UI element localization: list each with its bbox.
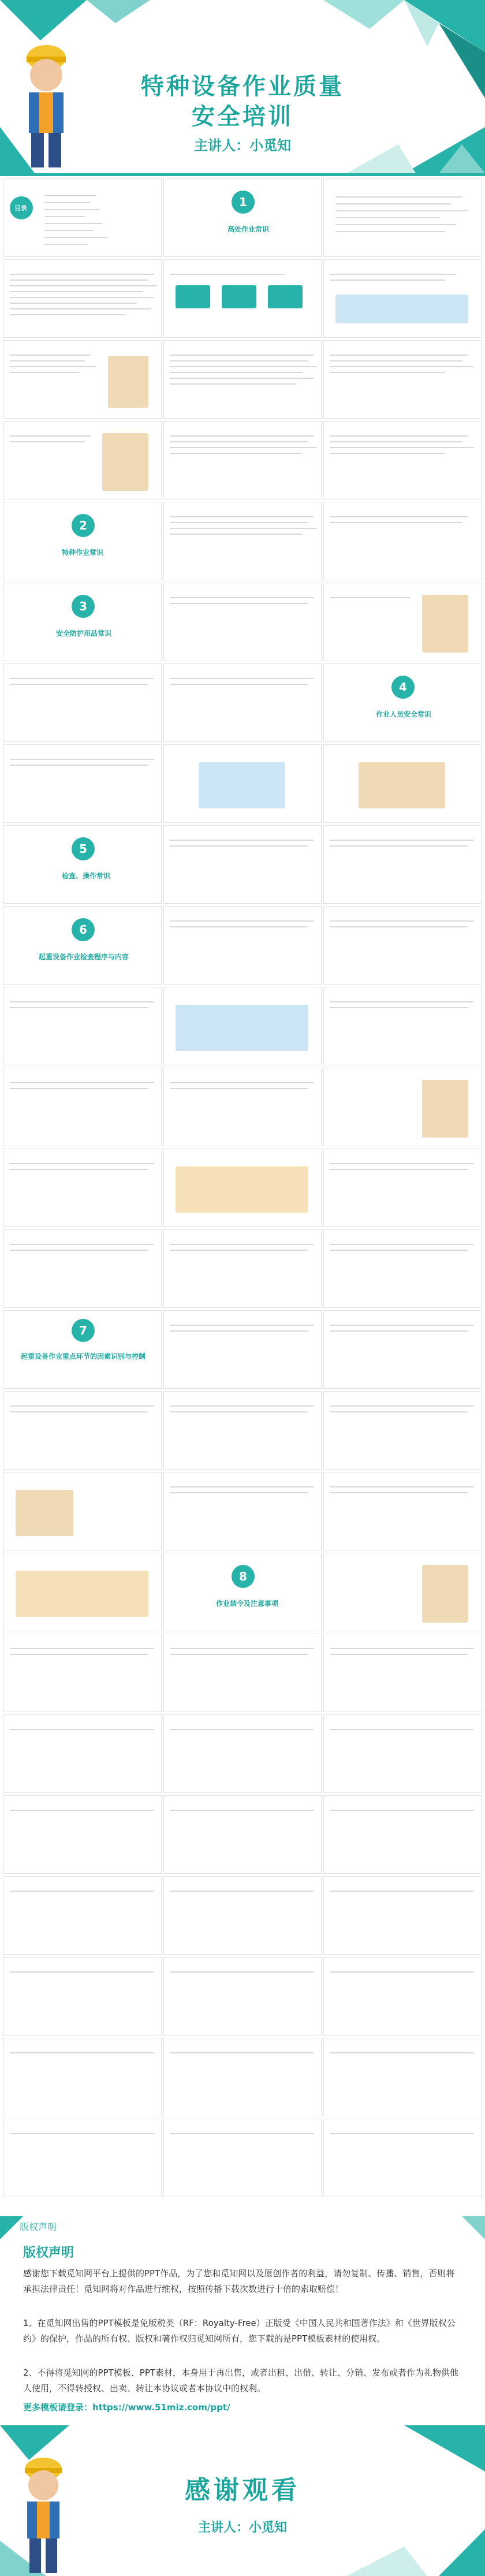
slide-thumbnail[interactable] <box>3 259 162 338</box>
slide-thumbnail[interactable] <box>3 1714 162 1793</box>
slide-thumbnail[interactable] <box>163 1472 322 1550</box>
thanks-slide <box>0 2425 485 2576</box>
copyright-paragraph-2: 1、在觅知网出售的PPT模板是免版税类（RF：Royalty-Free）正版受《中国人民共和国著作法》和《世界版权公约》的保护，作品的所有权、版权和著作权归觅知网所有，您下载的是PPT模板素材的使用权。 <box>23 2318 456 2344</box>
slide-thumbnail[interactable] <box>163 825 322 904</box>
slide-thumbnail[interactable] <box>3 663 162 742</box>
slide-thumbnail[interactable] <box>3 987 162 1065</box>
slide-thumbnail[interactable] <box>163 340 322 419</box>
thanks-title: 感谢观看 <box>185 2476 300 2505</box>
section-title: 起重设备作业检查程序与内容 <box>39 953 129 961</box>
slide-thumbnail[interactable] <box>3 1149 162 1227</box>
more-url-link[interactable]: https://www.51miz.com/ppt/ <box>92 2402 230 2413</box>
divider <box>0 173 485 176</box>
worker-illustration <box>12 2448 75 2575</box>
slide-thumbnail[interactable] <box>323 906 482 985</box>
slide-thumbnail[interactable] <box>323 1391 482 1470</box>
slide-thumbnail[interactable] <box>163 744 322 823</box>
slide-thumbnail[interactable] <box>163 1229 322 1308</box>
slide-thumbnail[interactable] <box>323 2038 482 2116</box>
section-slide-3[interactable] <box>3 583 162 661</box>
section-slide-1[interactable] <box>163 178 322 257</box>
section-number: 4 <box>391 676 415 699</box>
slide-thumbnail[interactable] <box>3 421 162 499</box>
section-title: 作业人员安全常识 <box>376 710 432 718</box>
slide-thumbnail[interactable] <box>323 421 482 499</box>
slide-thumbnail[interactable] <box>3 1876 162 1955</box>
slide-toc[interactable] <box>3 178 162 257</box>
slide-thumbnail[interactable] <box>163 906 322 985</box>
slide-thumbnail[interactable] <box>323 1229 482 1308</box>
cover-title-line2: 安全培训 <box>192 103 293 130</box>
slide-thumbnail[interactable] <box>323 1553 482 1631</box>
slide-thumbnail[interactable] <box>323 1957 482 2036</box>
more-label: 更多模板请登录： <box>23 2402 93 2413</box>
section-slide-6[interactable] <box>3 906 162 985</box>
copyright-more-line <box>23 2400 462 2415</box>
section-slide-5[interactable] <box>3 825 162 904</box>
slide-thumbnail[interactable] <box>163 987 322 1065</box>
slide-thumbnail[interactable] <box>163 1795 322 1874</box>
slide-thumbnail[interactable] <box>3 1068 162 1146</box>
slide-thumbnail[interactable] <box>163 1714 322 1793</box>
thanks-speaker: 主讲人：小觅知 <box>197 2521 287 2535</box>
section-number: 1 <box>232 191 255 214</box>
cover-speaker: 主讲人：小觅知 <box>194 137 291 154</box>
slide-thumbnail[interactable] <box>3 1957 162 2036</box>
slide-thumbnail[interactable] <box>3 1229 162 1308</box>
section-number: 3 <box>72 595 95 618</box>
slide-thumbnail[interactable] <box>163 2119 322 2197</box>
slide-thumbnail[interactable] <box>323 583 482 661</box>
slide-thumbnail[interactable] <box>163 1634 322 1712</box>
slide-thumbnail[interactable] <box>163 1310 322 1389</box>
toc-heading: 目录 <box>14 204 27 212</box>
section-title: 安全防护用品常识 <box>56 629 112 638</box>
copyright-decoration <box>0 2216 485 2239</box>
section-number: 5 <box>72 837 95 860</box>
slide-thumbnail[interactable] <box>323 1310 482 1389</box>
copyright-slide <box>0 2216 485 2424</box>
slide-thumbnail[interactable] <box>3 1391 162 1470</box>
section-title: 高处作业常识 <box>227 225 270 233</box>
section-title: 作业禁令及注意事项 <box>216 1600 279 1608</box>
section-slide-8[interactable] <box>163 1553 322 1631</box>
slide-thumbnail[interactable] <box>323 825 482 904</box>
slide-thumbnail[interactable] <box>323 1795 482 1874</box>
slide-thumbnail[interactable] <box>323 178 482 257</box>
cover-slide <box>0 0 485 173</box>
slide-thumbnail[interactable] <box>3 1472 162 1550</box>
slide-thumbnail[interactable] <box>3 2038 162 2116</box>
slide-thumbnail[interactable] <box>3 340 162 419</box>
slide-thumbnail[interactable] <box>163 259 322 338</box>
section-number: 8 <box>232 1565 255 1588</box>
slide-thumbnail[interactable] <box>323 1634 482 1712</box>
slide-thumbnail[interactable] <box>3 1634 162 1712</box>
section-slide-4[interactable] <box>323 663 482 742</box>
copyright-paragraph-3: 2、不得将觅知网的PPT模板、PPT素材，本身用于再出售，或者出租、出借、转让、分销、发布或者作为礼物供他人使用，不得转授权、出卖、转让本协议或者本协议中的权利。 <box>23 2368 459 2394</box>
slide-thumbnail[interactable] <box>163 502 322 580</box>
slide-thumbnail[interactable] <box>323 1068 482 1146</box>
slide-thumbnail[interactable] <box>323 1714 482 1793</box>
section-title: 特种作业常识 <box>62 549 104 557</box>
section-number: 7 <box>72 1319 95 1342</box>
copyright-paragraph-1: 感谢您下载觅知网平台上提供的PPT作品，为了您和觅知网以及原创作者的利益，请勿复制、传播、销售，否则将承担法律责任！觅知网将对作品进行维权，按照传播下载次数进行十倍的索取赔偿！ <box>23 2268 455 2294</box>
slide-thumbnail[interactable] <box>3 1795 162 1874</box>
slide-thumbnail[interactable] <box>163 421 322 499</box>
slide-thumbnail[interactable] <box>3 1553 162 1631</box>
slide-thumbnail[interactable] <box>323 744 482 823</box>
section-number: 6 <box>72 918 95 941</box>
slide-thumbnail[interactable] <box>323 987 482 1065</box>
slide-thumbnail[interactable] <box>3 744 162 823</box>
slide-thumbnail[interactable] <box>323 259 482 338</box>
slide-thumbnail[interactable] <box>323 1149 482 1227</box>
copyright-header: 版权声明 <box>20 2221 57 2232</box>
cover-title-line1: 特种设备作业质量 <box>141 73 344 100</box>
slide-thumbnail[interactable] <box>163 1876 322 1955</box>
slide-thumbnail[interactable] <box>163 2038 322 2116</box>
copyright-title: 版权声明 <box>23 2246 74 2260</box>
section-number: 2 <box>72 514 95 537</box>
slide-thumbnail[interactable] <box>323 1472 482 1550</box>
section-slide-7[interactable] <box>3 1310 162 1389</box>
slide-thumbnail[interactable] <box>163 583 322 661</box>
section-title: 检查、操作常识 <box>62 872 111 880</box>
slide-thumbnail[interactable] <box>163 1957 322 2036</box>
section-slide-2[interactable] <box>3 502 162 580</box>
slide-thumbnail[interactable] <box>163 663 322 742</box>
slide-thumbnail[interactable] <box>323 340 482 419</box>
slide-thumbnail[interactable] <box>163 1068 322 1146</box>
section-title: 起重设备作业重点环节的因素识别与控制 <box>20 1352 146 1360</box>
slide-thumbnail[interactable] <box>163 1391 322 1470</box>
slide-thumbnail[interactable] <box>323 1876 482 1955</box>
slide-thumbnail[interactable] <box>3 2119 162 2197</box>
slide-thumbnail[interactable] <box>323 502 482 580</box>
slide-thumbnail[interactable] <box>163 1149 322 1227</box>
slide-thumbnail[interactable] <box>323 2119 482 2197</box>
